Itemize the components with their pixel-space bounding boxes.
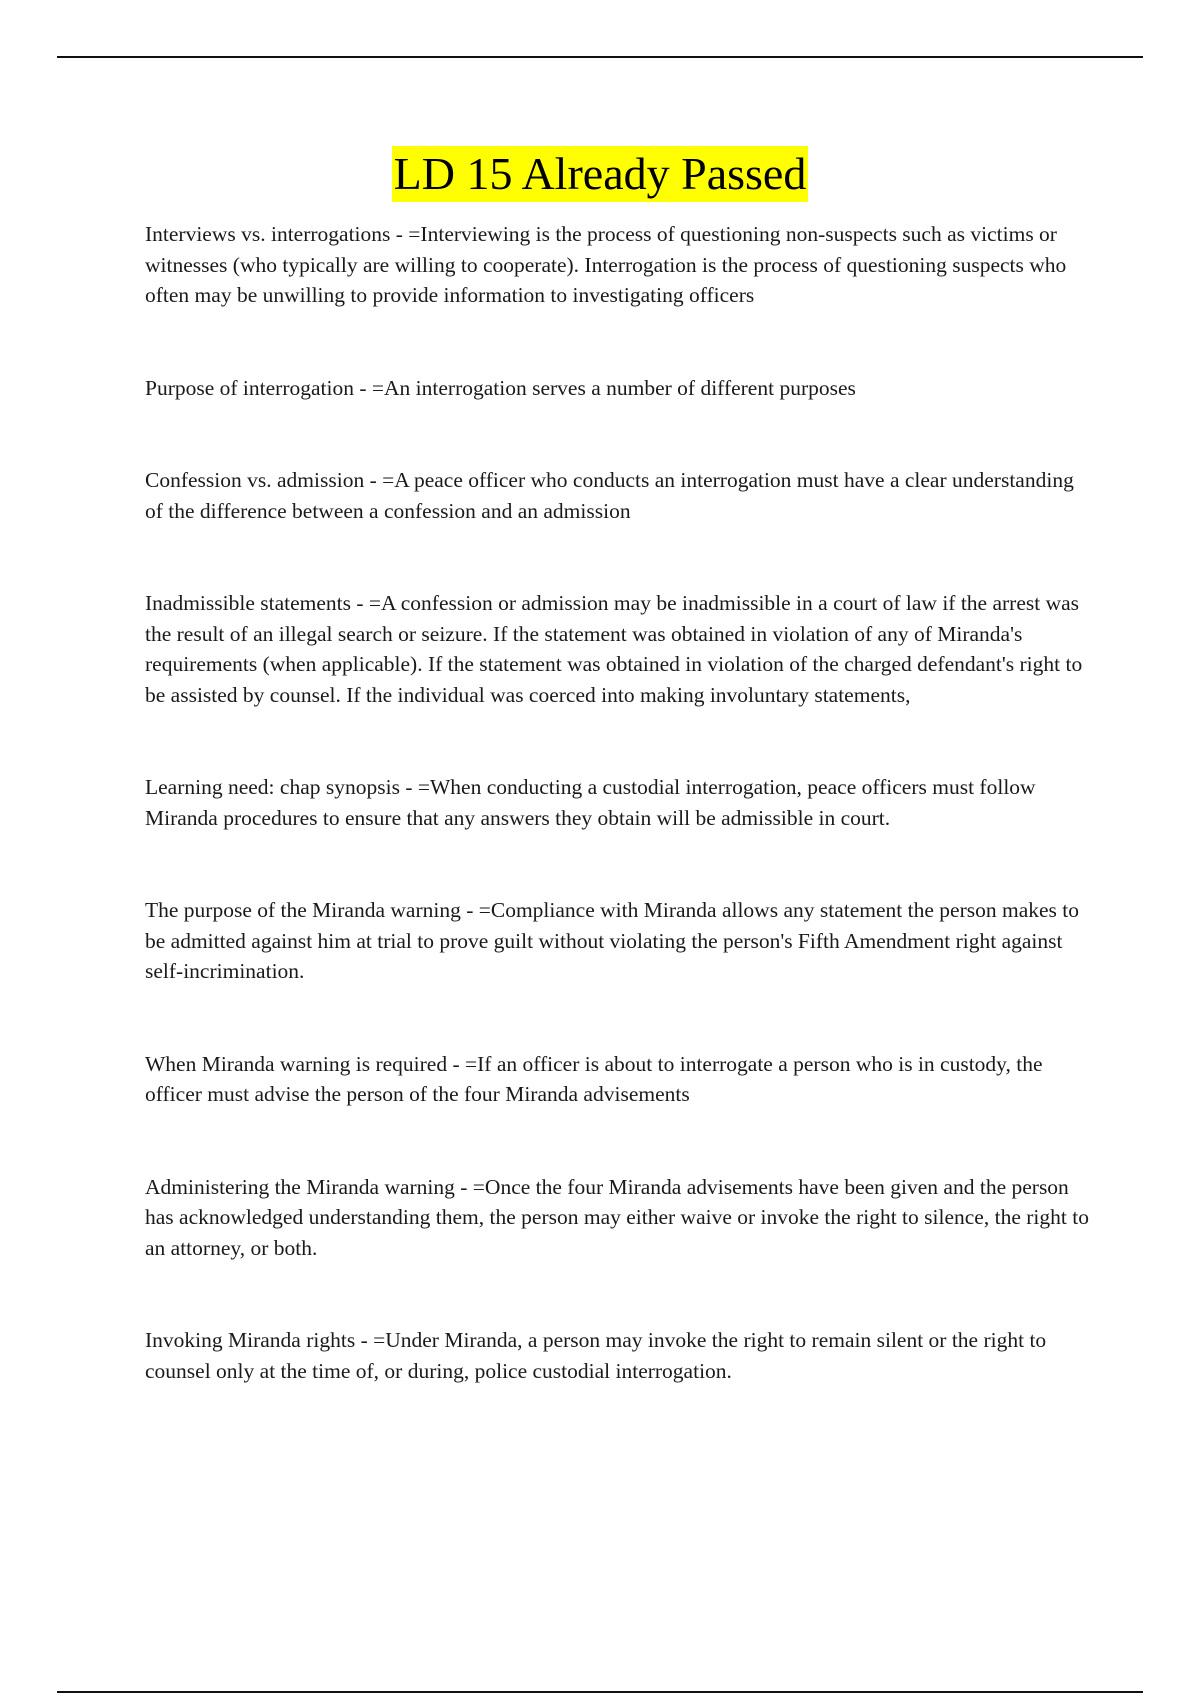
flashcard-entry-inadmissible-statements: Inadmissible statements - =A confession or admission may be inadmissible in a court of law if the arrest was the result of an illegal search or seizure. If the statement was obtained in violation of any of Miranda's requirements (when applicable). If the statement was obtained in violation of the charged defendant's right to be assisted by counsel. If the individual was coerced into making involuntary statements, [145,591,1083,707]
flashcard-list [145,219,1090,1386]
flashcard-entry-confession-vs-admission: Confession vs. admission - =A peace officer who conducts an interrogation must have a clear understanding of the difference between a confession and an admission [145,468,1074,523]
flashcard-entry-chap-synopsis: Learning need: chap synopsis - =When conducting a custodial interrogation, peace officers must follow Miranda procedures to ensure that any answers they obtain will be admissible in court. [145,775,1036,830]
flashcard-entry-purpose-of-miranda-warning: The purpose of the Miranda warning - =Compliance with Miranda allows any statement the person makes to be admitted against him at trial to prove guilt without violating the person's Fifth Amendment right against self-incrimination. [145,898,1079,983]
header-rule [57,56,1143,58]
title-block [0,146,1200,202]
flashcard-entry-administering-miranda: Administering the Miranda warning - =Once the four Miranda advisements have been given and the person has acknowledged understanding them, the person may either waive or invoke the right to silence, the right to an attorney, or both. [145,1174,1089,1260]
page-title: LD 15 Already Passed [392,146,809,202]
flashcard-entry-purpose-of-interrogation: Purpose of interrogation - =An interrogation serves a number of different purposes [145,375,856,400]
footer-rule [57,1691,1143,1693]
flashcard-entry-invoking-miranda-rights: Invoking Miranda rights - =Under Miranda, a person may invoke the right to remain silent or the right to counsel only at the time of, or during, police custodial interrogation. [145,1328,1047,1383]
flashcard-entry-interviews-vs-interrogations: Interviews vs. interrogations - =Interviewing is the process of questioning non-suspects such as victims or witnesses (who typically are willing to cooperate). Interrogation is the process of questioning suspects who often may be unwilling to provide information to investigating officers [145,222,1067,307]
flashcard-entry-when-miranda-required: When Miranda warning is required - =If an officer is about to interrogate a person who is in custody, the officer must advise the person of the four Miranda advisements [145,1051,1043,1106]
